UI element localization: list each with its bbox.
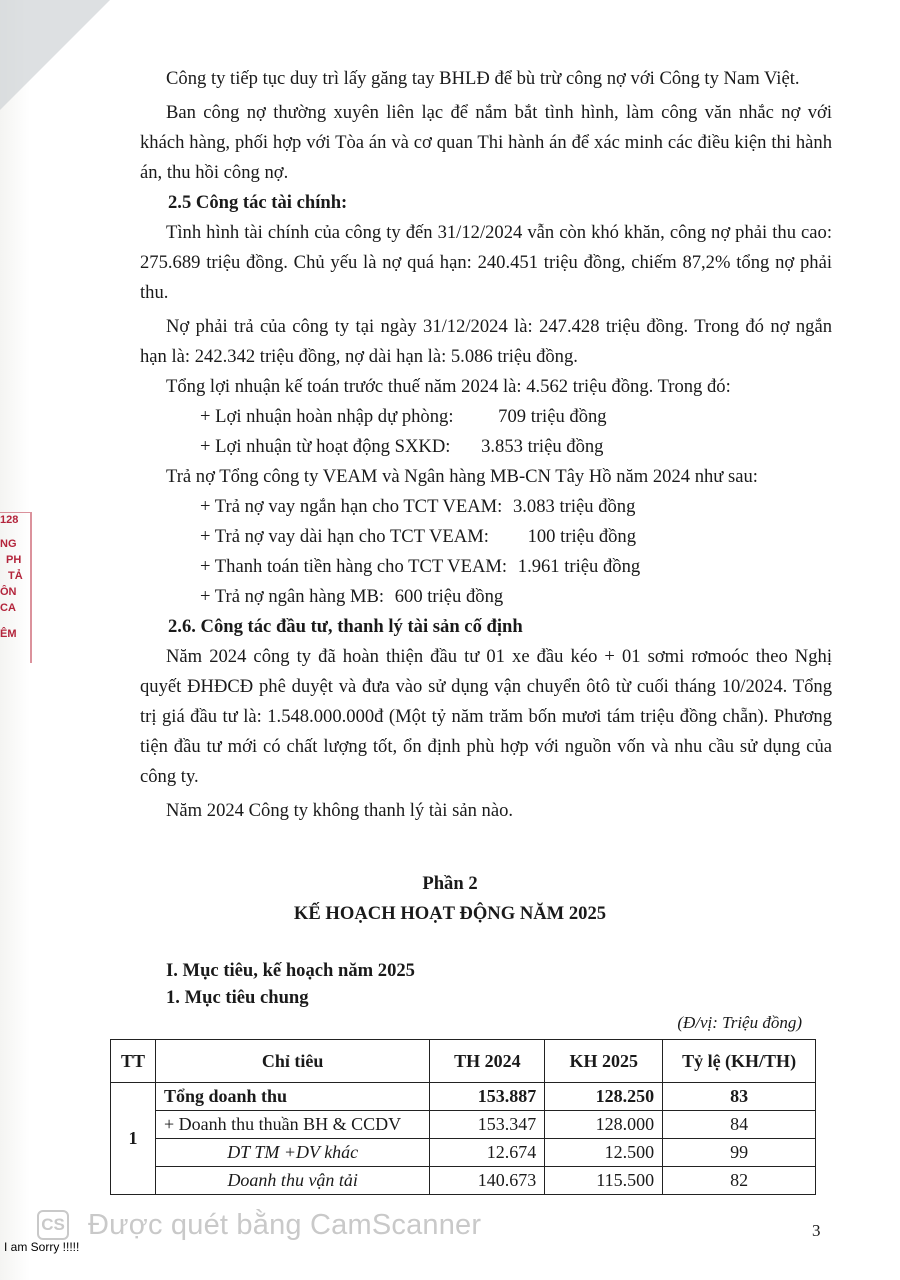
cell-ratio: 83 <box>663 1083 816 1111</box>
page-number: 3 <box>812 1221 821 1240</box>
paragraph: Năm 2024 Công ty không thanh lý tài sản nào. <box>166 800 514 821</box>
cell-kh2025: 12.500 <box>545 1139 663 1167</box>
cell-th2024: 140.673 <box>430 1167 545 1195</box>
stamp-text: CA <box>0 602 16 614</box>
table-row <box>111 1139 816 1167</box>
row-label: Doanh thu vận tải <box>155 1167 429 1195</box>
cell-th2024: 153.347 <box>430 1111 545 1139</box>
part-label: Phần 2 <box>422 873 478 894</box>
subsection-heading: 1. Mục tiêu chung <box>166 987 309 1008</box>
page-corner-fold <box>0 0 110 110</box>
section-heading: 2.5 Công tác tài chính: <box>168 192 348 213</box>
list-item-value: 3.083 triệu đồng <box>512 496 636 517</box>
scanner-watermark: Được quét bằng CamScanner <box>88 1209 482 1241</box>
table-row <box>111 1167 816 1195</box>
section-heading: 2.6. Công tác đầu tư, thanh lý tài sản cố định <box>168 616 523 637</box>
cell-th2024: 12.674 <box>430 1139 545 1167</box>
paragraph: Nợ phải trả của công ty tại ngày 31/12/2024 là: 247.428 triệu đồng. Trong đó nợ ngắn hạn là: 242.342 triệu đồng, nợ dài hạn là: 5.086 triệu đồng. <box>140 316 832 367</box>
list-item <box>140 582 832 612</box>
table-row <box>111 1083 816 1111</box>
camscanner-logo-icon: CS <box>37 1210 69 1240</box>
list-item-label: + Thanh toán tiền hàng cho TCT VEAM: <box>200 556 508 577</box>
column-header: Tỷ lệ (KH/TH) <box>663 1040 816 1083</box>
list-item <box>140 552 832 582</box>
list-item-label: + Lợi nhuận hoàn nhập dự phòng: <box>200 406 454 427</box>
document-body <box>140 64 832 826</box>
row-label: + Doanh thu thuần BH & CCDV <box>155 1111 429 1139</box>
paragraph: Ban công nợ thường xuyên liên lạc để nắm bắt tình hình, làm công văn nhắc nợ với khách hàng, phối hợp với Tòa án và cơ quan Thi hành án để xác minh các điều kiện thi hành án, thu hồi công nợ. <box>140 102 832 183</box>
list-item-label: + Trả nợ vay ngắn hạn cho TCT VEAM: <box>200 496 503 517</box>
list-item <box>140 522 832 552</box>
list-item-value: 709 triệu đồng <box>498 406 607 427</box>
cell-ratio: 99 <box>663 1139 816 1167</box>
list-item-label: + Trả nợ ngân hàng MB: <box>200 586 385 607</box>
list-item-value: 600 triệu đồng <box>394 586 504 607</box>
row-label: Tổng doanh thu <box>155 1083 429 1111</box>
column-header: Chỉ tiêu <box>155 1040 429 1083</box>
cell-kh2025: 128.250 <box>545 1083 663 1111</box>
list-item-value: 1.961 triệu đồng <box>517 556 641 577</box>
stamp-text: ÊM <box>0 628 17 640</box>
cell-ratio: 82 <box>663 1167 816 1195</box>
targets-table <box>110 1039 816 1195</box>
list-item-value: 3.853 triệu đồng <box>481 436 604 457</box>
list-item <box>140 432 832 462</box>
list-item <box>140 492 832 522</box>
paragraph: Năm 2024 công ty đã hoàn thiện đầu tư 01 xe đầu kéo + 01 sơmi rơmoóc theo Nghị quyết ĐHĐCĐ phê duyệt và đưa vào sử dụng vận chuyển ôtô từ cuối tháng 10/2024. Tổng trị giá đầu tư là: 1.548.000.000đ (Một tỷ năm trăm bốn mươi tám triệu đồng chẵn). Phương tiện đầu tư mới có chất lượng tốt, ổn định phù hợp với nguồn vốn và nhu cầu sử dụng của công ty. <box>140 646 832 787</box>
paragraph: Trả nợ Tổng công ty VEAM và Ngân hàng MB-CN Tây Hồ năm 2024 như sau: <box>166 466 758 487</box>
stamp-text: NG <box>0 538 17 550</box>
list-item-label: + Lợi nhuận từ hoạt động SXKD: <box>200 436 451 457</box>
paragraph: Tổng lợi nhuận kế toán trước thuế năm 2024 là: 4.562 triệu đồng. Trong đó: <box>166 376 731 397</box>
unit-note: (Đ/vị: Triệu đồng) <box>677 1013 802 1032</box>
cell-th2024: 153.887 <box>430 1083 545 1111</box>
footer-note: I am Sorry !!!!! <box>4 1240 80 1254</box>
column-header: TT <box>111 1040 156 1083</box>
table-row <box>111 1111 816 1139</box>
row-label: DT TM +DV khác <box>155 1139 429 1167</box>
list-item-value: 100 triệu đồng <box>527 526 637 547</box>
stamp-text: 128 <box>0 514 19 526</box>
cell-kh2025: 115.500 <box>545 1167 663 1195</box>
paragraph: Công ty tiếp tục duy trì lấy găng tay BHLĐ để bù trừ công nợ với Công ty Nam Việt. <box>166 68 800 89</box>
list-item-label: + Trả nợ vay dài hạn cho TCT VEAM: <box>200 526 489 547</box>
stamp-text: TẢ <box>8 570 23 582</box>
row-number: 1 <box>111 1083 156 1195</box>
table-header-row <box>111 1040 816 1083</box>
stamp-text: ÔN <box>0 586 17 598</box>
cell-ratio: 84 <box>663 1111 816 1139</box>
part-title: KẾ HOẠCH HOẠT ĐỘNG NĂM 2025 <box>293 903 607 924</box>
column-header: TH 2024 <box>430 1040 545 1083</box>
column-header: KH 2025 <box>545 1040 663 1083</box>
paragraph: Tình hình tài chính của công ty đến 31/12/2024 vẫn còn khó khăn, công nợ phải thu cao: 275.689 triệu đồng. Chủ yếu là nợ quá hạn: 240.451 triệu đồng, chiếm 87,2% tổng nợ phải thu. <box>140 222 832 303</box>
list-item <box>140 402 832 432</box>
section-heading: I. Mục tiêu, kế hoạch năm 2025 <box>166 960 415 981</box>
stamp-text: PH <box>6 554 22 566</box>
stamp-fragment <box>0 512 28 662</box>
cell-kh2025: 128.000 <box>545 1111 663 1139</box>
